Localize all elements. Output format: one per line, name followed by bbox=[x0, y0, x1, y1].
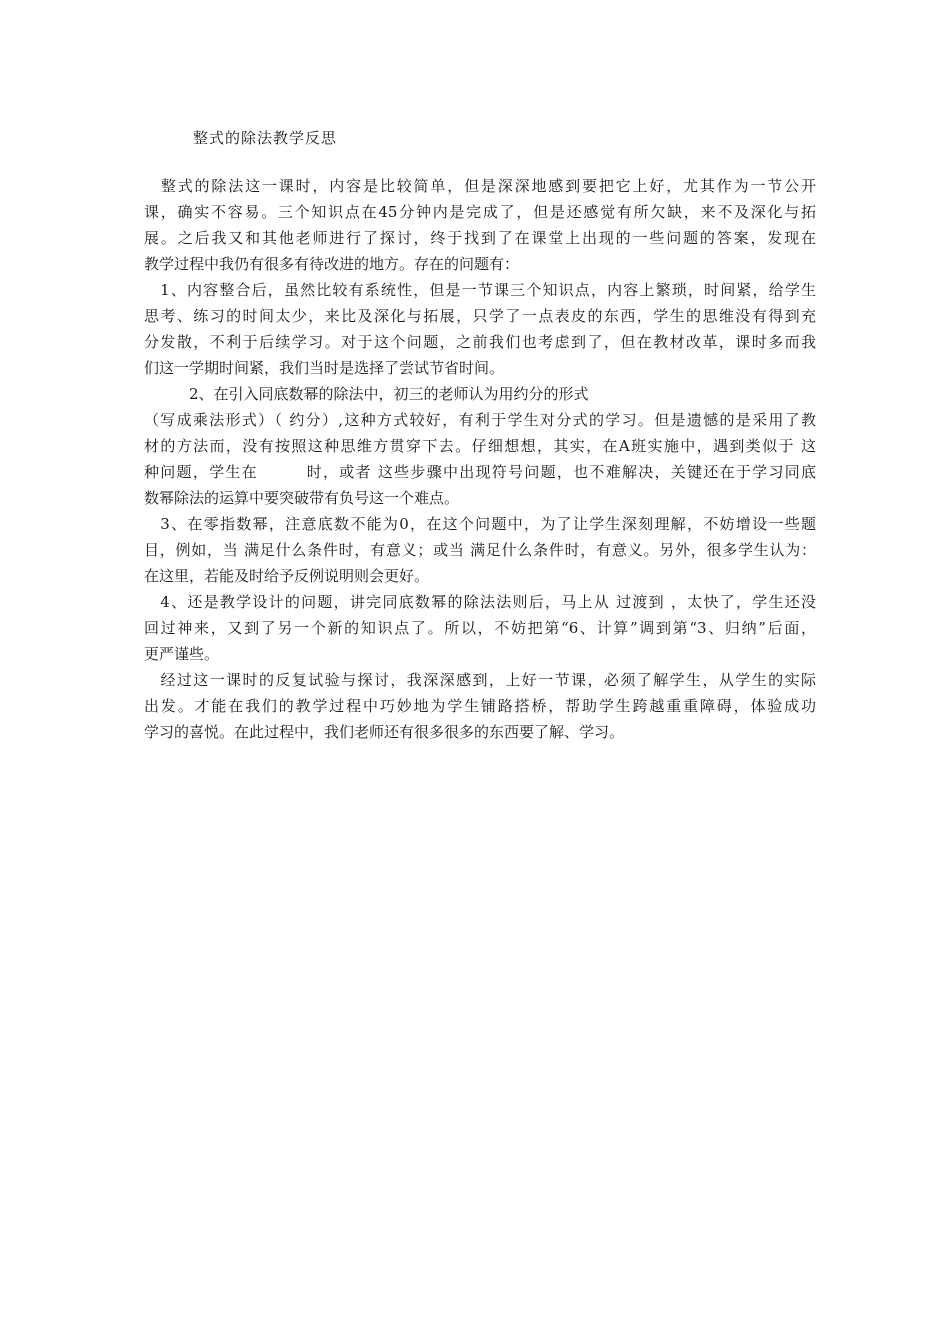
text-line: 回过神来，又到了另一个新的知识点了。所以，不妨把第“6、计算”调到第“3、归纳”后面， bbox=[144, 619, 816, 637]
text-line: 更严谨些。 bbox=[144, 645, 220, 663]
text-line: 2、在引入同底数幂的除法中，初三的老师认为用约分的形式 bbox=[144, 385, 589, 403]
text-line: 1、内容整合后，虽然比较有系统性，但是一节课三个知识点，内容上繁琐，时间紧，给学生 bbox=[144, 281, 816, 299]
text-line: 4、还是教学设计的问题，讲完同底数幂的除法法则后，马上从 过渡到 ，太快了，学生还没 bbox=[144, 593, 816, 611]
text-line: 目，例如，当 满足什么条件时，有意义；或当 满足什么条件时，有意义。另外，很多学生认为： bbox=[144, 541, 816, 559]
text-line: 种问题，学生在 时，或者 这些步骤中出现符号问题，也不难解决，关键还在于学习同底 bbox=[144, 463, 816, 481]
text-line: （写成乘法形式）（ 约分）,这种方式较好，有利于学生对分式的学习。但是遗憾的是采用了教 bbox=[144, 411, 816, 429]
text-line: 课，确实不容易。三个知识点在45分钟内是完成了，但是还感觉有所欠缺，来不及深化与拓 bbox=[144, 203, 816, 221]
text-line: 出发。才能在我们的教学过程中巧妙地为学生铺路搭桥，帮助学生跨越重重障碍，体验成功 bbox=[144, 697, 816, 715]
text-line: 3、在零指数幂，注意底数不能为0，在这个问题中，为了让学生深刻理解，不妨增设一些题 bbox=[144, 515, 816, 533]
text-line: 经过这一课时的反复试验与探讨，我深深感到，上好一节课，必须了解学生，从学生的实际 bbox=[144, 671, 816, 689]
document-title: 整式的除法教学反思 bbox=[193, 129, 338, 147]
text-line: 展。之后我又和其他老师进行了探讨，终于找到了在课堂上出现的一些问题的答案，发现在 bbox=[144, 229, 816, 247]
text-line: 教学过程中我仍有很多有待改进的地方。存在的问题有： bbox=[144, 255, 520, 273]
text-line: 数幂除法的运算中要突破带有负号这一个难点。 bbox=[144, 489, 460, 507]
text-line: 分发散，不利于后续学习。对于这个问题，之前我们也考虑到了，但在教材改革，课时多而我 bbox=[144, 333, 816, 351]
text-line: 在这里，若能及时给予反例说明则会更好。 bbox=[144, 567, 430, 585]
text-line: 们这一学期时间紧，我们当时是选择了尝试节省时间。 bbox=[144, 359, 505, 377]
text-line: 整式的除法这一课时，内容是比较简单，但是深深地感到要把它上好，尤其作为一节公开 bbox=[144, 177, 816, 195]
text-line: 学习的喜悦。在此过程中，我们老师还有很多很多的东西要了解、学习。 bbox=[144, 723, 625, 741]
text-line: 材的方法而，没有按照这种思维方贯穿下去。仔细想想，其实，在A班实施中，遇到类似于 这 bbox=[144, 437, 816, 455]
text-line: 思考、练习的时间太少，来比及深化与拓展，只学了一点表皮的东西，学生的思维没有得到充 bbox=[144, 307, 816, 325]
